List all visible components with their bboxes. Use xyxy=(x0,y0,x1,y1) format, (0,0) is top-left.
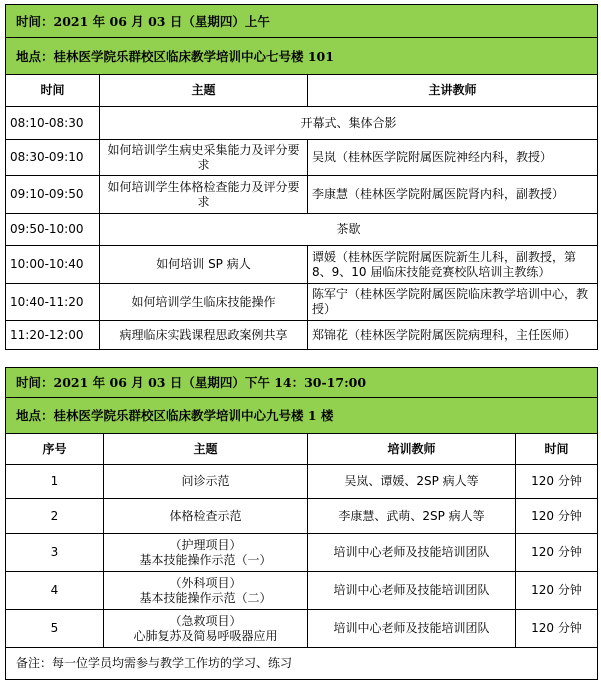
row-topic xyxy=(104,465,308,499)
row-topic: 如何培训 SP 病人 xyxy=(100,246,308,284)
header-time: 时间 xyxy=(6,75,100,107)
table-row xyxy=(6,214,598,246)
topic-line-2: 心肺复苏及简易呼吸器应用 xyxy=(133,628,278,643)
row-time: 10:00-10:40 xyxy=(6,246,100,284)
row-no: 4 xyxy=(6,572,104,610)
row-teacher: 李康慧（桂林医学院附属医院肾内科，副教授） xyxy=(308,176,598,214)
topic-line-1: 体格检查示范 xyxy=(169,508,242,523)
topic-line-1: （护理项目） xyxy=(169,537,242,552)
row-merged-activity: 茶歇 xyxy=(100,214,598,246)
row-teacher: 培训中心老师及技能培训团队 xyxy=(308,572,516,610)
table-row xyxy=(6,321,598,350)
row-teacher: 吴岚、谭媛、2SP 病人等 xyxy=(308,465,516,499)
row-time: 09:10-09:50 xyxy=(6,176,100,214)
table-row xyxy=(6,284,598,321)
row-merged-activity: 开幕式、集体合影 xyxy=(100,107,598,140)
row-no: 1 xyxy=(6,465,104,499)
table-row xyxy=(6,610,598,648)
row-time: 10:40-11:20 xyxy=(6,284,100,321)
row-topic: 如何培训学生临床技能操作 xyxy=(100,284,308,321)
row-teacher: 李康慧、武萌、2SP 病人等 xyxy=(308,499,516,534)
morning-location-line: 地点：桂林医学院乐群校区临床教学培训中心七号楼 101 xyxy=(6,38,598,75)
row-topic xyxy=(104,572,308,610)
table-row xyxy=(6,140,598,176)
morning-schedule-table xyxy=(5,4,598,350)
afternoon-location-line: 地点：桂林医学院乐群校区临床教学培训中心九号楼 1 楼 xyxy=(6,398,598,434)
row-no: 3 xyxy=(6,534,104,572)
morning-time-line: 时间：2021 年 06 月 03 日（星期四）上午 xyxy=(6,5,598,38)
row-duration: 120 分钟 xyxy=(516,610,598,648)
row-no: 5 xyxy=(6,610,104,648)
row-time: 11:20-12:00 xyxy=(6,321,100,350)
row-no: 2 xyxy=(6,499,104,534)
row-duration: 120 分钟 xyxy=(516,534,598,572)
table-row xyxy=(6,534,598,572)
table-row xyxy=(6,176,598,214)
row-topic: 如何培训学生病史采集能力及评分要求 xyxy=(100,140,308,176)
table-row xyxy=(6,107,598,140)
row-teacher: 谭媛（桂林医学院附属医院新生儿科，副教授，第 8、9、10 届临床技能竞赛校队培训主教练） xyxy=(308,246,598,284)
topic-line-1: 问诊示范 xyxy=(181,474,230,488)
row-teacher: 培训中心老师及技能培训团队 xyxy=(308,534,516,572)
header-no: 序号 xyxy=(6,434,104,465)
row-topic xyxy=(104,499,308,534)
row-time: 09:50-10:00 xyxy=(6,214,100,246)
row-time: 08:10-08:30 xyxy=(6,107,100,140)
table-row xyxy=(6,246,598,284)
row-topic: 如何培训学生体格检查能力及评分要求 xyxy=(100,176,308,214)
topic-line-1: （外科项目） xyxy=(169,575,242,590)
header-teacher: 培训教师 xyxy=(308,434,516,465)
header-topic: 主题 xyxy=(104,434,308,465)
row-time: 08:30-09:10 xyxy=(6,140,100,176)
header-time: 时间 xyxy=(516,434,598,465)
table-row xyxy=(6,465,598,499)
row-topic xyxy=(104,610,308,648)
row-duration: 120 分钟 xyxy=(516,499,598,534)
table-row xyxy=(6,499,598,534)
row-teacher: 培训中心老师及技能培训团队 xyxy=(308,610,516,648)
afternoon-time-line: 时间：2021 年 06 月 03 日（星期四）下午 14：30-17:00 xyxy=(6,368,598,398)
row-teacher: 陈军宁（桂林医学院附属医院临床教学培训中心，教授） xyxy=(308,284,598,321)
note: 备注：每一位学员均需参与教学工作坊的学习、练习 xyxy=(6,648,598,680)
table-row xyxy=(6,572,598,610)
topic-line-2: 基本技能操作示范（一） xyxy=(139,552,272,567)
row-duration: 120 分钟 xyxy=(516,572,598,610)
topic-line-1: （急救项目） xyxy=(169,613,242,628)
row-teacher: 郑锦花（桂林医学院附属医院病理科，主任医师） xyxy=(308,321,598,350)
row-duration: 120 分钟 xyxy=(516,465,598,499)
row-topic xyxy=(104,534,308,572)
header-teacher: 主讲教师 xyxy=(308,75,598,107)
row-teacher: 吴岚（桂林医学院附属医院神经内科，教授） xyxy=(308,140,598,176)
afternoon-schedule-table xyxy=(5,367,598,680)
topic-line-2: 基本技能操作示范（二） xyxy=(139,590,272,605)
row-topic: 病理临床实践课程思政案例共享 xyxy=(100,321,308,350)
header-topic: 主题 xyxy=(100,75,308,107)
